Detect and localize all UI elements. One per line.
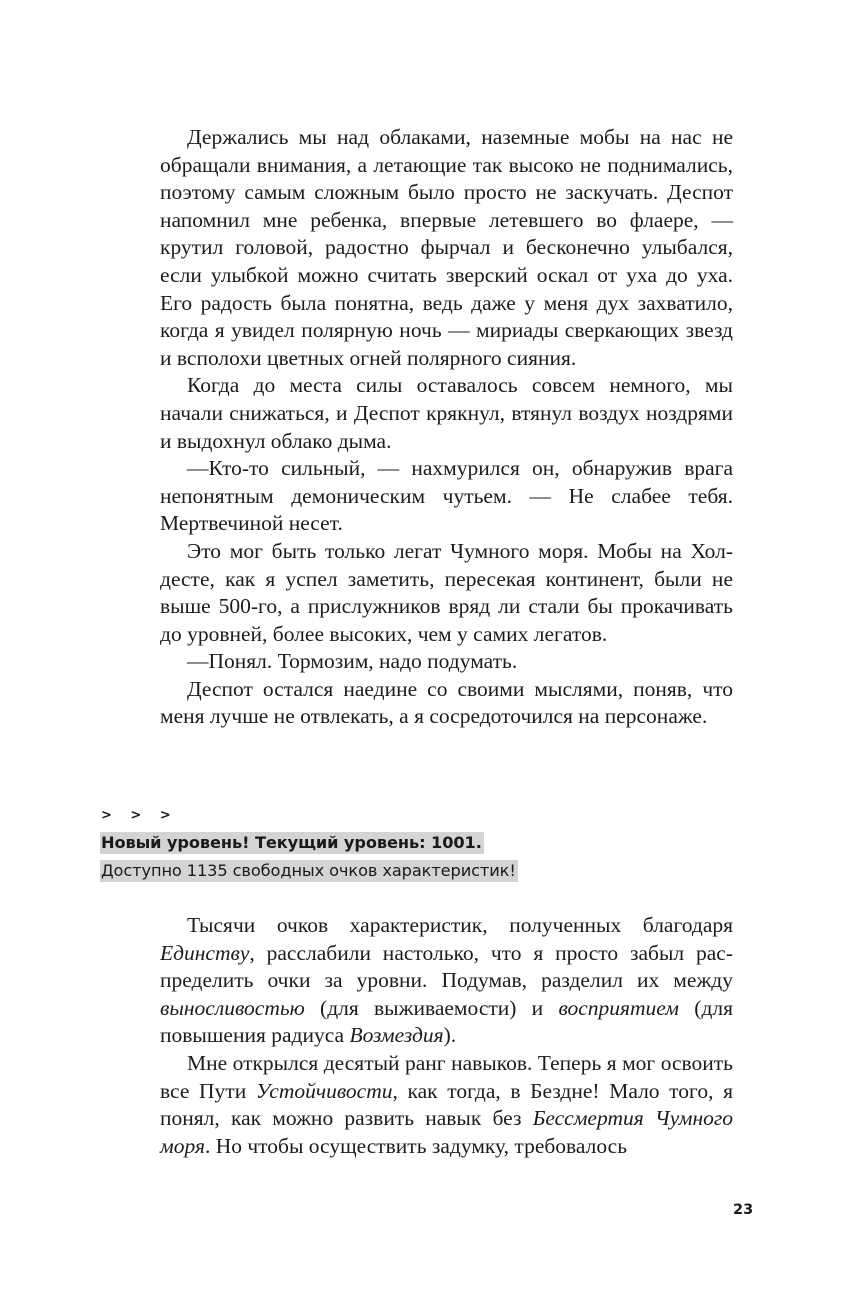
italic-term: Устойчивости bbox=[255, 1078, 393, 1103]
text-run: Мне открылся десятый ранг навыков. Теперь я мог освоить все Пути bbox=[160, 1050, 733, 1103]
dialogue-paragraph: —Понял. Тормозим, надо подумать. bbox=[187, 649, 518, 674]
text-run: . Но чтобы осуществить задумку, требовалось bbox=[204, 1133, 628, 1158]
italic-term: Единству bbox=[160, 940, 250, 965]
paragraph: Держались мы над облаками, наземные мобы на нас не обращали внимания, а летающие так высоко не поднимались, поэтому самым сложным было просто не заскучать. Деспот напомнил мне ребенка, впервые летевшего во флаере, — крутил головой, радостно фырчал и бесконечно улыбался, если улыбкой можно считать зверский оскал от уха до уха. Его радость была понятна, ведь даже у меня дух захватило, когда я увидел полярную ночь — мириады сверкающих звезд и всполохи цветных огней полярного сияния. bbox=[160, 125, 733, 370]
page-number: 23 bbox=[733, 1202, 754, 1218]
italic-term: выносливостью bbox=[160, 995, 305, 1020]
text-run: Тысячи очков характеристик, полученных благодаря bbox=[187, 913, 733, 937]
dialogue-paragraph: —Кто-то сильный, — нахмурился он, обнаружив врага непонятным демоническим чутьем. — Не слабее тебя. Мертвечиной несет. bbox=[160, 456, 733, 536]
free-points-text: Доступно 1135 свободных очков характеристик! bbox=[101, 861, 516, 880]
text-run: , как тогда, в Бездне! Мало того, я понял, как можно развить навык без bbox=[160, 1078, 733, 1131]
text-run: ). bbox=[443, 1023, 457, 1048]
italic-term: Бессмертия Чумного моря bbox=[160, 1106, 734, 1158]
level-up-notification bbox=[100, 833, 484, 852]
paragraph bbox=[160, 1050, 733, 1160]
free-points-notification bbox=[100, 861, 518, 880]
text-run: , расслабили настолько, что я просто забыл распределить очки за уровни. Подумав, разделил их между bbox=[160, 940, 733, 993]
notification-marker: > > > bbox=[101, 808, 178, 823]
italic-term: Возмездия bbox=[349, 1023, 444, 1048]
level-up-text: Новый уровень! Текущий уровень: 1001. bbox=[101, 833, 482, 852]
narrative-block-top bbox=[160, 124, 733, 731]
text-run: (для выживаемости) и bbox=[304, 995, 559, 1020]
italic-term: восприятием bbox=[558, 995, 680, 1020]
paragraph: Когда до места силы оставалось совсем немного, мы начали снижаться, и Деспот крякнул, втянул воздух ноздрями и выдохнул облако дыма. bbox=[160, 373, 733, 453]
narrative-block-bottom bbox=[160, 912, 733, 1160]
paragraph: Деспот остался наедине со своими мыслями, поняв, что меня лучше не отвлекать, а я сосредоточился на персонаже. bbox=[160, 676, 733, 729]
paragraph bbox=[160, 912, 733, 1050]
paragraph: Это мог быть только легат Чумного моря. Мобы на Холдесте, как я успел заметить, пересекая континент, были не выше 500-го, а прислужников вряд ли стали бы прокачивать до уровней, более высоких, чем у самих легатов. bbox=[160, 538, 733, 646]
text-run: (для повышения радиуса bbox=[160, 995, 733, 1048]
